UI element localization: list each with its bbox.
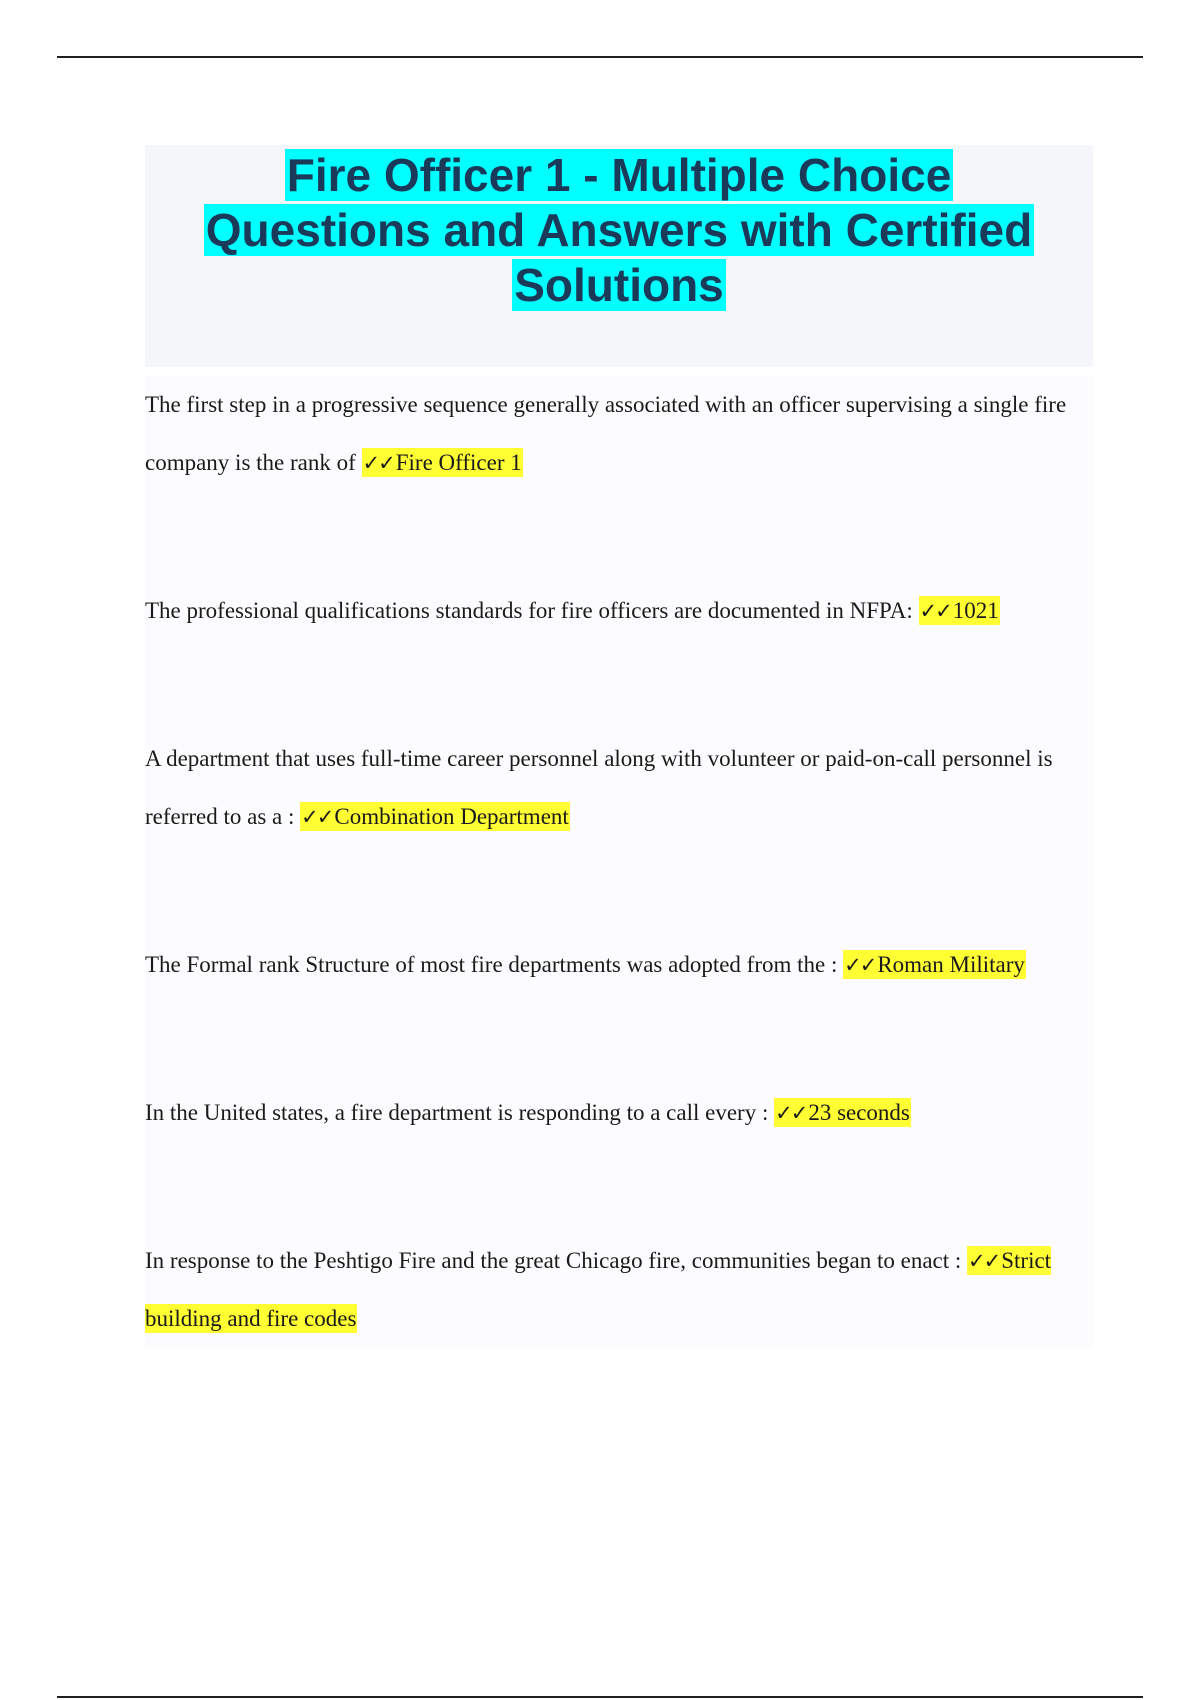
answer-highlight: [919, 596, 1000, 625]
question-text: In response to the Peshtigo Fire and the great Chicago fire, communities began to enact :: [145, 1248, 968, 1273]
question-text: A department that uses full-time career personnel along with volunteer or paid-on-call personnel is referred to as a :: [145, 746, 1053, 829]
answer-text: Roman Military: [877, 952, 1025, 977]
qa-item-2: [145, 582, 1093, 640]
double-check-icon: ✓✓: [301, 805, 333, 829]
qa-list: [145, 376, 1093, 1348]
question-text: The professional qualifications standards for fire officers are documented in NFPA:: [145, 598, 919, 623]
top-rule: [57, 56, 1143, 58]
answer-text: Fire Officer 1: [395, 450, 522, 475]
qa-item-5: [145, 1084, 1093, 1142]
answer-highlight: [843, 950, 1026, 979]
title-box: [145, 145, 1093, 367]
answer-text: 23 seconds: [808, 1100, 910, 1125]
title-line-1: Fire Officer 1 - Multiple Choice: [286, 149, 952, 201]
answer-highlight: [300, 802, 570, 831]
qa-item-6: [145, 1232, 1093, 1348]
qa-item-4: [145, 936, 1093, 994]
answer-text: 1021: [952, 598, 999, 623]
question-text: The Formal rank Structure of most fire departments was adopted from the :: [145, 952, 844, 977]
answer-highlight: [774, 1098, 911, 1127]
bottom-rule: [57, 1696, 1143, 1698]
document-body: [145, 145, 1093, 1348]
answer-text: Combination Department: [334, 804, 569, 829]
document-title: [145, 148, 1093, 313]
double-check-icon: ✓✓: [844, 953, 876, 977]
title-line-3: Solutions: [514, 259, 724, 311]
qa-item-3: [145, 730, 1093, 846]
question-text: The first step in a progressive sequence generally associated with an officer supervising a single fire company is the rank of: [145, 392, 1067, 475]
qa-item-1: [145, 376, 1093, 492]
double-check-icon: ✓✓: [362, 451, 394, 475]
answer-text: Strict building and fire codes: [145, 1248, 1052, 1331]
answer-highlight: [362, 448, 523, 477]
question-text: In the United states, a fire department is responding to a call every :: [145, 1100, 775, 1125]
double-check-icon: ✓✓: [775, 1101, 807, 1125]
title-line-2: Questions and Answers with Certified: [205, 204, 1033, 256]
double-check-icon: ✓✓: [919, 599, 951, 623]
double-check-icon: ✓✓: [968, 1249, 1000, 1273]
